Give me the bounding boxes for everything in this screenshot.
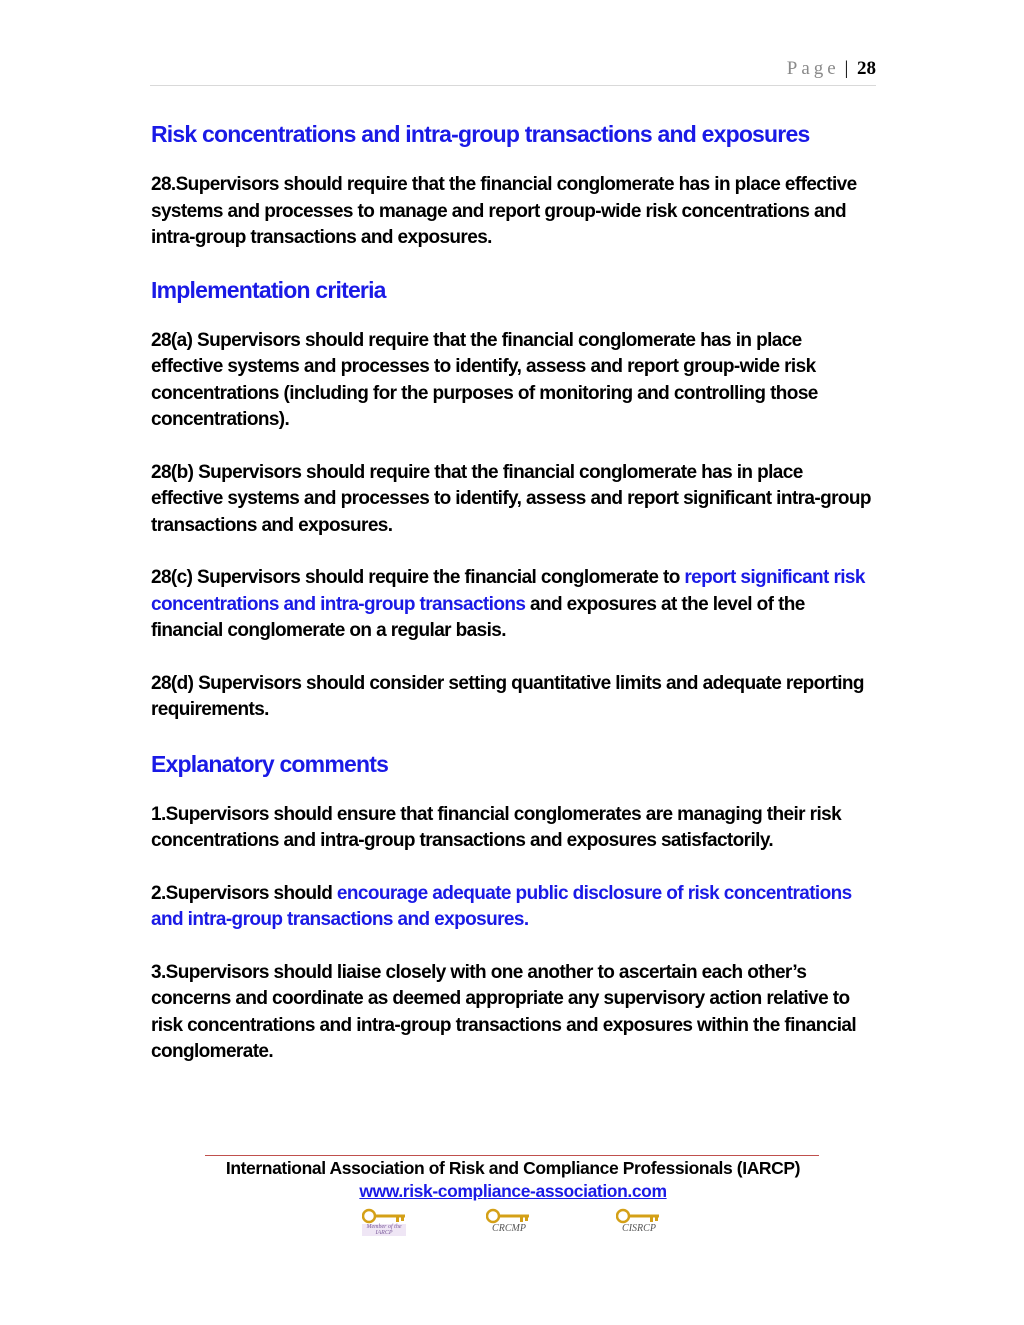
page-header xyxy=(150,58,876,80)
section-title-explanatory-comments: Explanatory comments xyxy=(151,750,389,777)
section-title-risk-concentrations: Risk concentrations and intra-group transactions and exposures xyxy=(151,121,810,147)
page-content xyxy=(151,118,873,1066)
footer-website-link[interactable]: www.risk-compliance-association.com xyxy=(359,1181,667,1201)
page-separator: | xyxy=(844,58,849,79)
comment-3: 3.Supervisors should liaise closely with one another to ascertain each other’s concerns and coordinate as deemed appropriate any supervisory action relative to risk concentrations and intra-group transactions and exposures within the financial conglomerate. xyxy=(151,961,857,1062)
criterion-28a: 28(a) Supervisors should require that the financial conglomerate has in place effective systems and processes to identify, assess and report group-wide risk concentrations (including for the purposes of monitoring and controlling those concentrations). xyxy=(151,329,818,430)
criterion-28b: 28(b) Supervisors should require that the financial conglomerate has in place effective systems and processes to identify, assess and report significant intra-group transactions and exposures. xyxy=(151,461,871,536)
principle-28: 28.Supervisors should require that the financial conglomerate has in place effective systems and processes to manage and report group-wide risk concentrations and intra-group transactions and exposures. xyxy=(151,174,857,248)
iarcp-member-badge xyxy=(362,1208,422,1240)
criterion-28c-text-end: and exposures at the level of the financial conglomerate on a regular basis. xyxy=(151,593,805,641)
comment-2 xyxy=(151,881,873,934)
page-number: 28 xyxy=(857,58,876,79)
key-icon xyxy=(486,1208,532,1224)
page-label: Page xyxy=(786,58,840,79)
criterion-28d: 28(d) Supervisors should consider setting quantitative limits and adequate reporting requirements. xyxy=(151,672,864,720)
footer-organization: International Association of Risk and Compliance Professionals (IARCP) xyxy=(225,1158,801,1178)
badge-caption: CRCMP xyxy=(492,1223,526,1234)
criterion-28c-text-start: 28(c) Supervisors should require the financial conglomerate to xyxy=(151,567,685,588)
badge-caption: Member of the IARCP xyxy=(362,1224,406,1236)
crcmp-badge xyxy=(486,1208,546,1240)
cisrcp-badge xyxy=(616,1208,676,1240)
comment-1: 1.Supervisors should ensure that financial conglomerates are managing their risk concentrations and intra-group transactions and exposures satisfactorily. xyxy=(151,803,842,851)
criterion-28c xyxy=(151,565,873,645)
section-title-implementation-criteria: Implementation criteria xyxy=(151,276,386,303)
comment-2-link[interactable]: encourage adequate public disclosure of risk concentrations and intra-group transactions and exposures. xyxy=(151,882,852,930)
criterion-28c-link[interactable]: report significant risk concentrations and intra-group transactions xyxy=(151,567,865,615)
footer-rule xyxy=(205,1155,819,1156)
header-rule xyxy=(150,85,876,86)
comment-2-text-start: 2.Supervisors should xyxy=(151,882,337,904)
key-icon xyxy=(362,1208,408,1224)
badge-caption: CISRCP xyxy=(622,1223,656,1234)
key-icon xyxy=(616,1208,662,1224)
